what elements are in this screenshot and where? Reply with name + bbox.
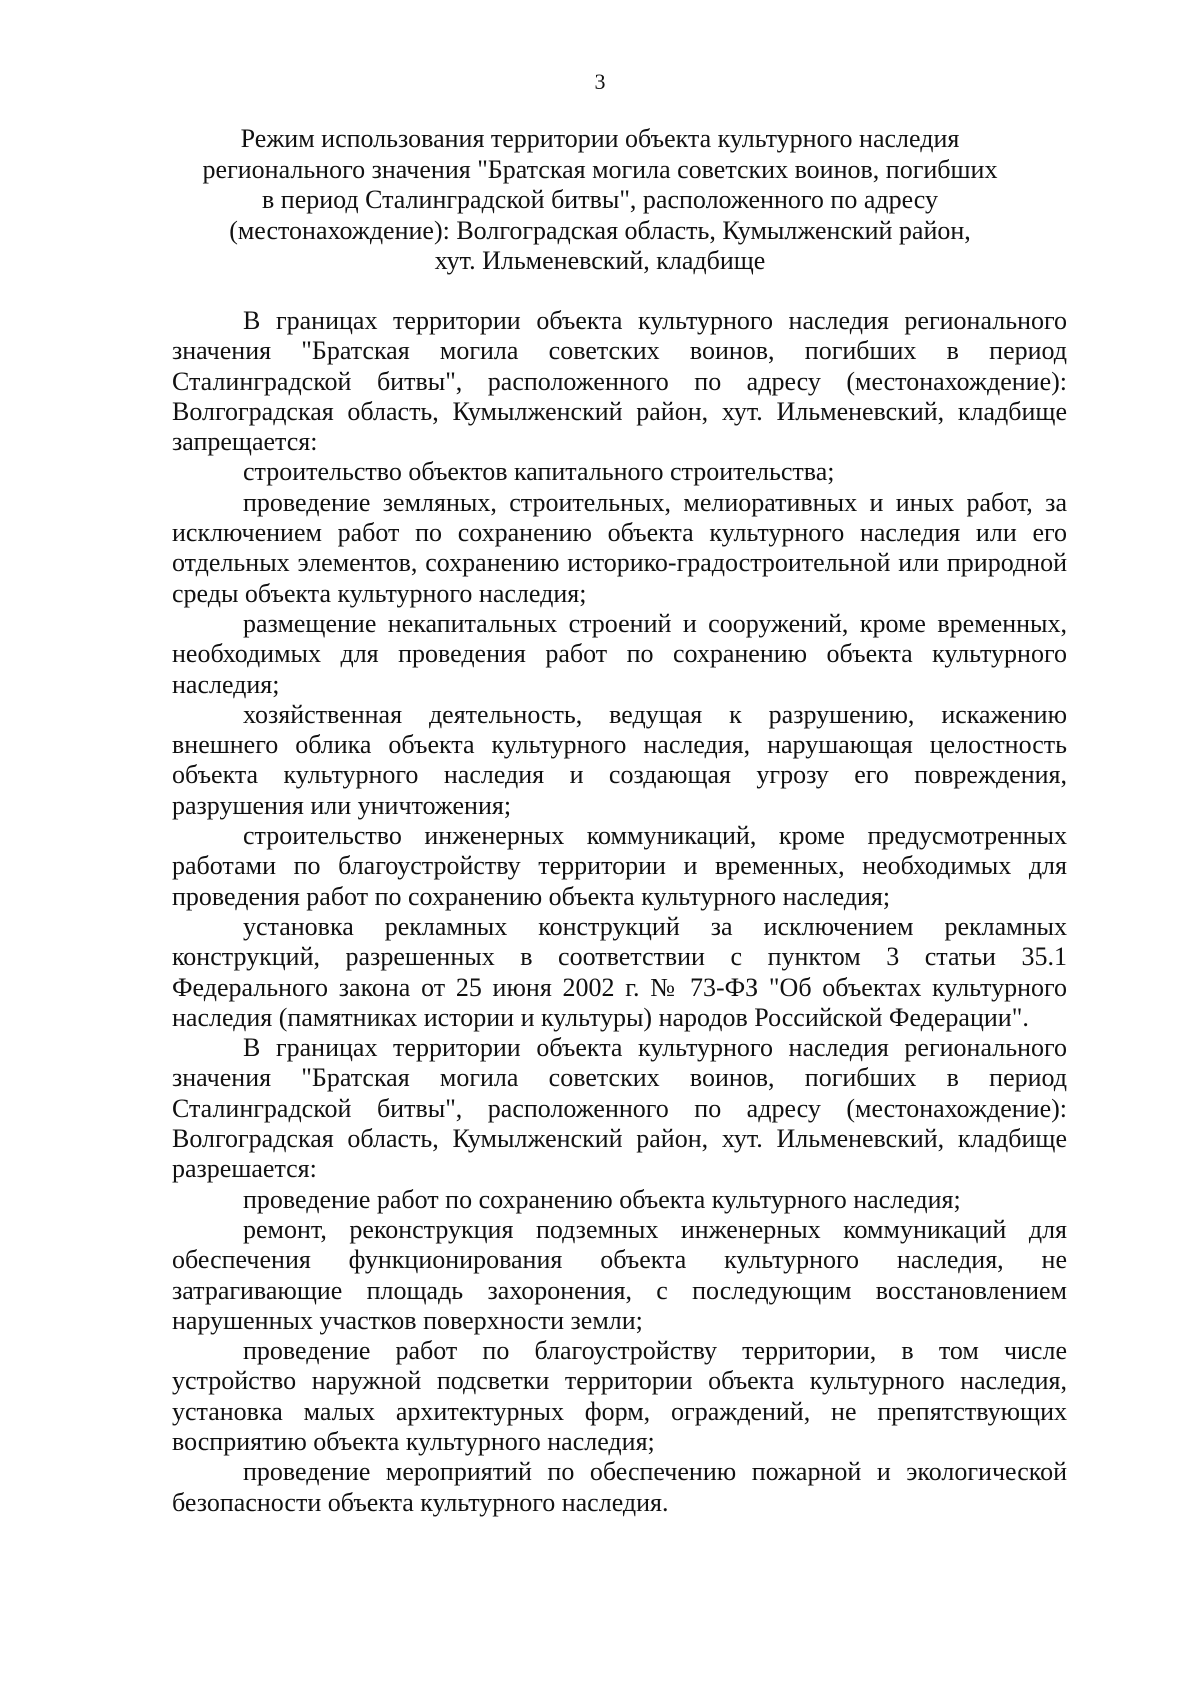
paragraph-list-item: установка рекламных конструкций за исключением рекламных конструкций, разрешенных в соответствии с пунктом 3 статьи 35.1 Федерального закона от 25 июня 2002 г. № 73-ФЗ "Об объектах культурного наследия (памятниках истории и культуры) народов Российской Федерации". [172,911,1067,1032]
title-line: регионального значения "Братская могила советских воинов, погибших [202,154,998,184]
title-line: (местонахождение): Волгоградская область, Кумылженский район, [229,215,971,245]
paragraph-list-item: проведение земляных, строительных, мелиоративных и иных работ, за исключением работ по сохранению объекта культурного наследия или его отдельных элементов, сохранению историко-градостроительной или природной среды объекта культурного наследия; [172,487,1067,608]
paragraph-list-item: хозяйственная деятельность, ведущая к разрушению, искажению внешнего облика объекта культурного наследия, нарушающая целостность объекта культурного наследия и создающая угрозу его повреждения, разрушения или уничтожения; [172,699,1067,820]
paragraph-list-item: размещение некапитальных строений и сооружений, кроме временных, необходимых для проведения работ по сохранению объекта культурного наследия; [172,608,1067,699]
paragraph-list-item: проведение работ по благоустройству территории, в том числе устройство наружной подсветки территории объекта культурного наследия, установка малых архитектурных форм, ограждений, не препятствующих восприятию объекта культурного наследия; [172,1336,1067,1456]
paragraph-list-item: строительство объектов капитального строительства; [243,457,835,487]
page-number: 3 [594,69,606,94]
document-body [172,306,1067,1518]
paragraph-permitted-intro: В границах территории объекта культурного наследия регионального значения "Братская могила советских воинов, погибших в период Сталинградской битвы", расположенного по адресу (местонахождение): Волгоградская область, Кумылженский район, хут. Ильменевский, кладбище разрешается: [172,1033,1067,1184]
paragraph-list-item: проведение работ по сохранению объекта культурного наследия; [243,1184,961,1214]
paragraph-list-item: ремонт, реконструкция подземных инженерных коммуникаций для обеспечения функционирования объекта культурного наследия, не затрагивающие площадь захоронения, с последующим восстановлением нарушенных участков поверхности земли; [172,1214,1067,1335]
title-line: хут. Ильменевский, кладбище [434,246,766,275]
title-line: Режим использования территории объекта культурного наследия [240,124,960,153]
paragraph-list-item: строительство инженерных коммуникаций, кроме предусмотренных работами по благоустройству территории и временных, необходимых для проведения работ по сохранению объекта культурного наследия; [172,821,1067,911]
paragraph-list-item: проведение мероприятий по обеспечению пожарной и экологической безопасности объекта культурного наследия. [172,1457,1067,1517]
document-title [180,124,1020,277]
title-line: в период Сталинградской битвы", расположенного по адресу [262,185,938,214]
paragraph-prohibited-intro: В границах территории объекта культурного наследия регионального значения "Братская могила советских воинов, погибших в период Сталинградской битвы", расположенного по адресу (местонахождение): Волгоградская область, Кумылженский район, хут. Ильменевский, кладбище запрещается: [172,306,1067,457]
